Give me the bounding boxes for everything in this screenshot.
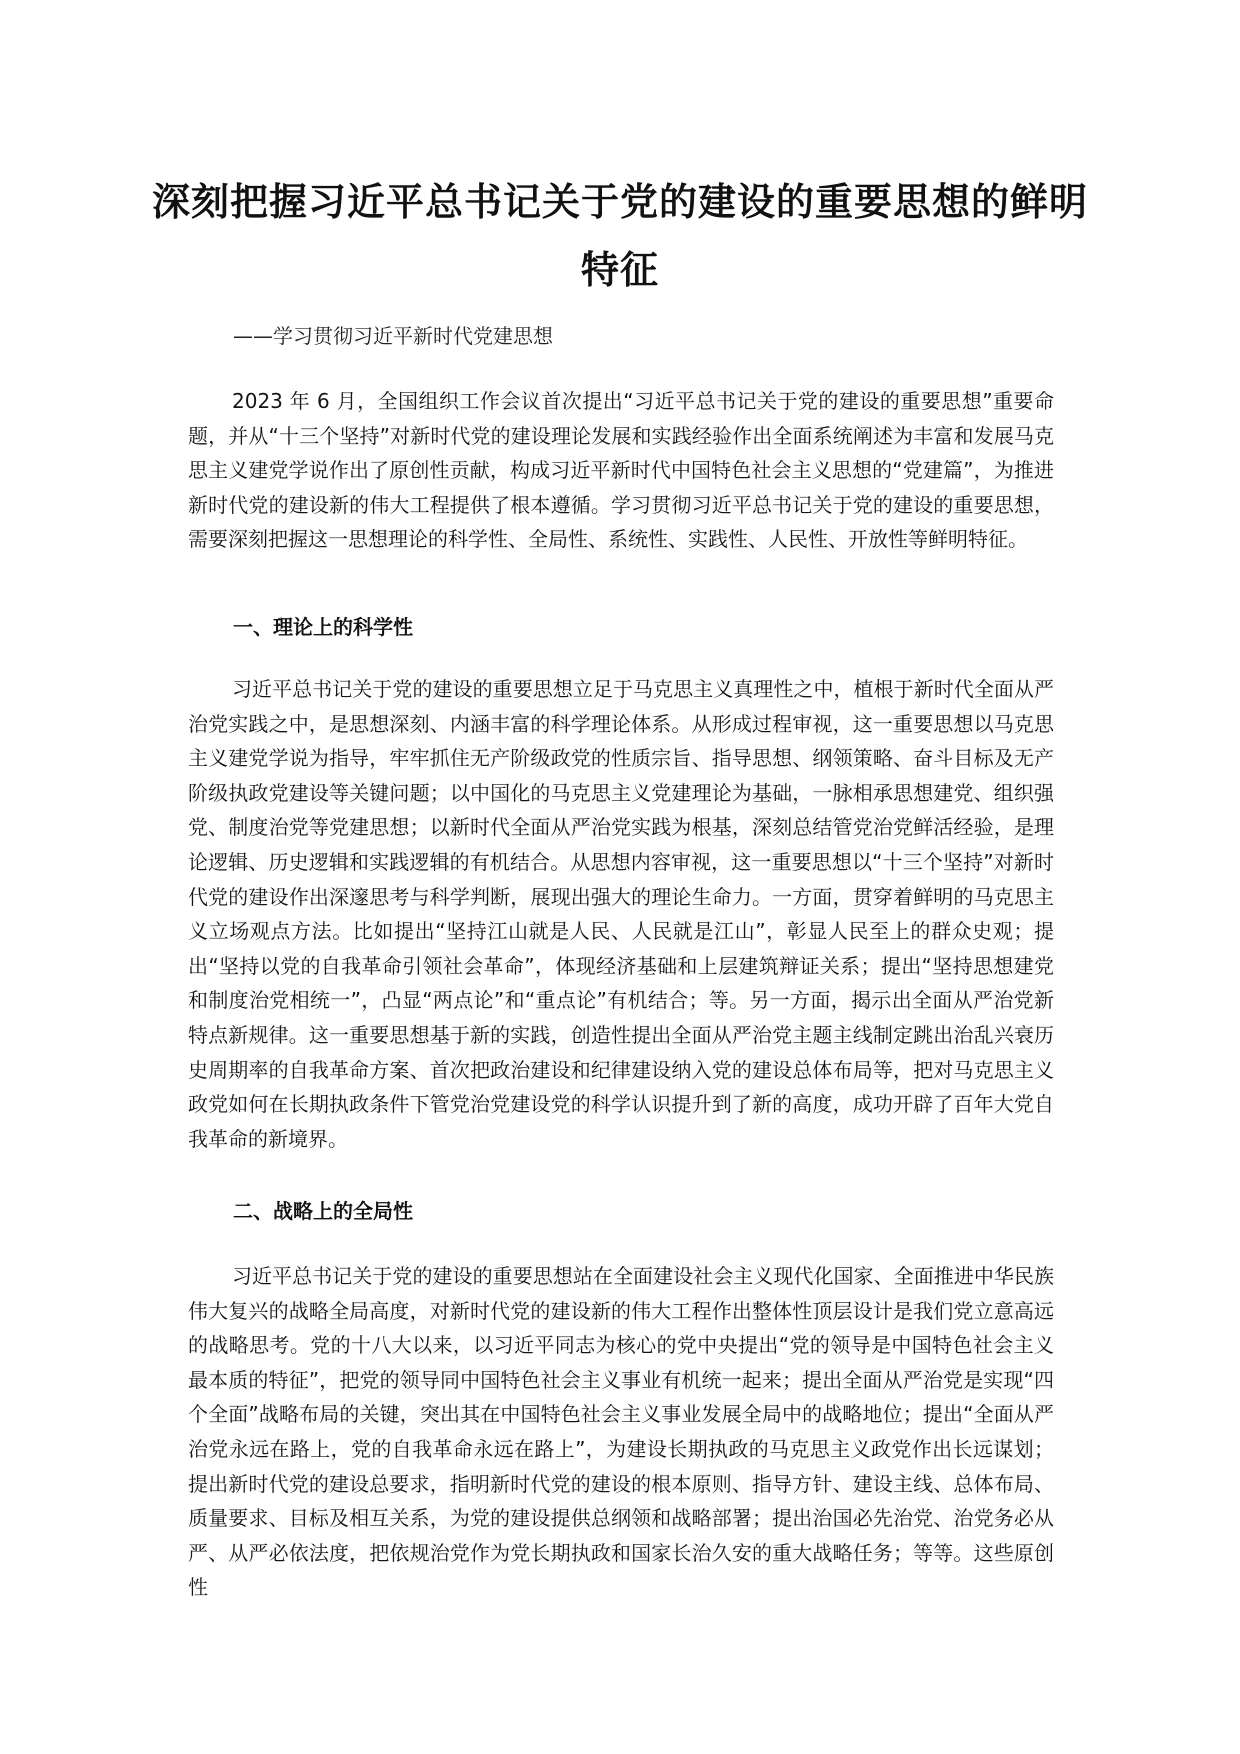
section-heading-1: 一、理论上的科学性 [233, 615, 413, 639]
section-heading-2: 二、战略上的全局性 [233, 1199, 413, 1223]
section-body-2: 习近平总书记关于党的建设的重要思想站在全面建设社会主义现代化国家、全面推进中华民族伟大复兴的战略全局高度，对新时代党的建设新的伟大工程作出整体性顶层设计是我们党立意高远的战略思考。党的十八大以来，以习近平同志为核心的党中央提出“党的领导是中国特色社会主义最本质的特征”，把党的领导同中国特色社会主义事业有机统一起来；提出全面从严治党是实现“四个全面”战略布局的关键，突出其在中国特色社会主义事业发展全局中的战略地位；提出“全面从严治党永远在路上，党的自我革命永远在路上”，为建设长期执政的马克思主义政党作出长远谋划；提出新时代党的建设总要求，指明新时代党的建设的根本原则、指导方针、建设主线、总体布局、质量要求、目标及相互关系，为党的建设提供总纲领和战略部署；提出治国必先治党、治党务必从严、从严必依法度，把依规治党作为党长期执政和国家长治久安的重大战略任务；等等。这些原创性 [188, 1264, 1054, 1600]
document-subtitle: ——学习贯彻习近平新时代党建思想 [233, 324, 553, 348]
section-body-1: 习近平总书记关于党的建设的重要思想立足于马克思主义真理性之中，植根于新时代全面从严治党实践之中，是思想深刻、内涵丰富的科学理论体系。从形成过程审视，这一重要思想以马克思主义建党学说为指导，牢牢抓住无产阶级政党的性质宗旨、指导思想、纲领策略、奋斗目标及无产阶级执政党建设等关键问题；以中国化的马克思主义党建理论为基础，一脉相承思想建党、组织强党、制度治党等党建思想；以新时代全面从严治党实践为根基，深刻总结管党治党鲜活经验，是理论逻辑、历史逻辑和实践逻辑的有机结合。从思想内容审视，这一重要思想以“十三个坚持”对新时代党的建设作出深邃思考与科学判断，展现出强大的理论生命力。一方面，贯穿着鲜明的马克思主义立场观点方法。比如提出“坚持江山就是人民、人民就是江山”，彰显人民至上的群众史观；提出“坚持以党的自我革命引领社会革命”，体现经济基础和上层建筑辩证关系；提出“坚持思想建党和制度治党相统一”，凸显“两点论”和“重点论”有机结合；等。另一方面，揭示出全面从严治党新特点新规律。这一重要思想基于新的实践，创造性提出全面从严治党主题主线制定跳出治乱兴衰历史周期率的自我革命方案、首次把政治建设和纪律建设纳入党的建设总体布局等，把对马克思主义政党如何在长期执政条件下管党治党建设党的科学认识提升到了新的高度，成功开辟了百年大党自我革命的新境界。 [188, 677, 1054, 1151]
document-title: 深刻把握习近平总书记关于党的建设的重要思想的鲜明特征 [151, 180, 1088, 292]
intro-paragraph: 2023 年 6 月，全国组织工作会议首次提出“习近平总书记关于党的建设的重要思想”重要命题，并从“十三个坚持”对新时代党的建设理论发展和实践经验作出全面系统阐述为丰富和发展马克思主义建党学说作出了原创性贡献，构成习近平新时代中国特色社会主义思想的“党建篇”，为推进新时代党的建设新的伟大工程提供了根本遵循。学习贯彻习近平总书记关于党的建设的重要思想，需要深刻把握这一思想理论的科学性、全局性、系统性、实践性、人民性、开放性等鲜明特征。 [188, 389, 1054, 552]
